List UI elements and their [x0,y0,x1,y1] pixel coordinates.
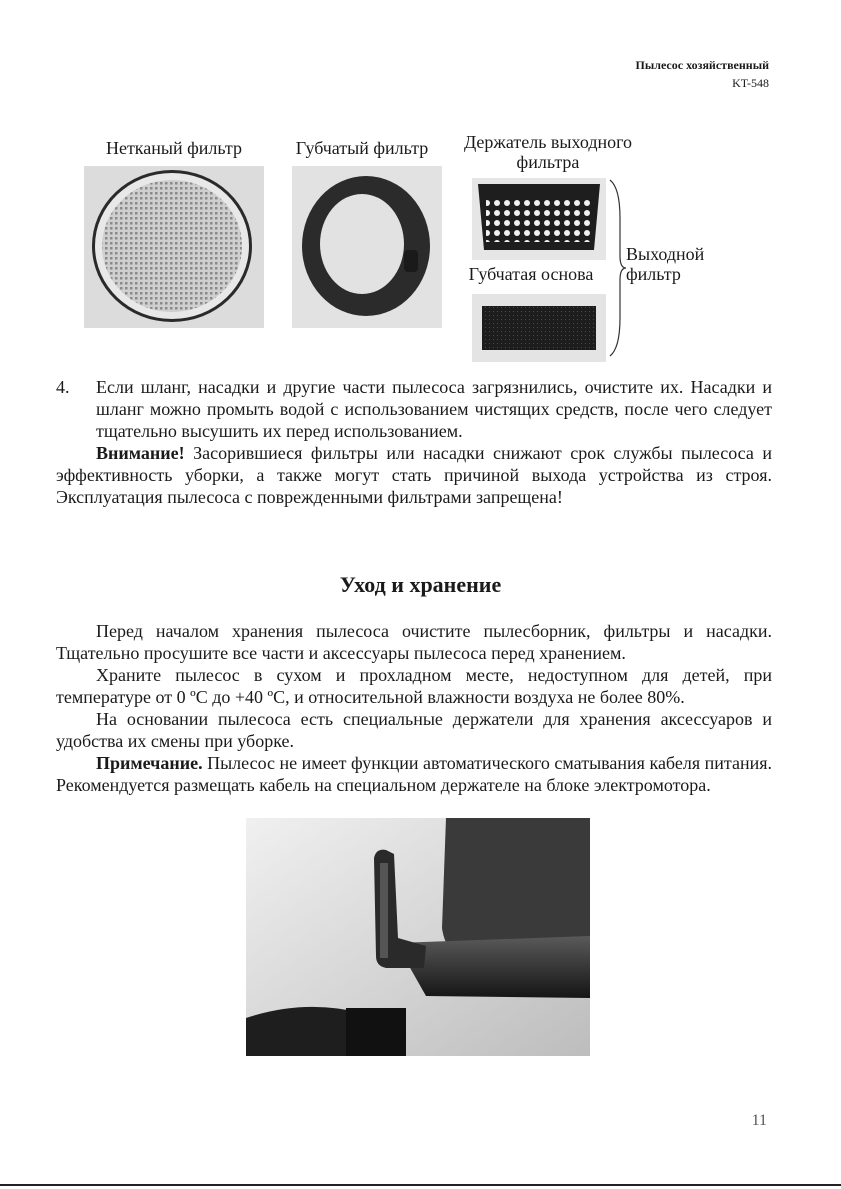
warning-paragraph [56,442,772,508]
page-number: 11 [751,1112,767,1129]
caption-holder-line1: Держатель выходного [463,132,633,152]
header-model: KT-548 [732,76,769,90]
sponge-base-photo [472,294,606,362]
note-label: Примечание. [96,753,203,773]
list-item-text: Если шланг, насадки и другие части пылесоса загрязнились, очистите их. Насадки и шланг можно промыть водой с использованием чистящих средств, после чего следует тщательно высушить их перед использованием. [96,377,772,441]
running-header [636,56,769,92]
note-text: Пылесос не имеет функции автоматического сматывания кабеля питания. Рекомендуется размещать кабель на специальном держателе на блоке электромотора. [56,753,772,795]
warning-label: Внимание! [96,443,185,463]
caption-sponge-base: Губчатая основа [468,264,594,284]
caption-output-line2: фильтр [626,264,681,284]
caption-holder [448,132,648,172]
paragraph-storage-conditions: Храните пылесос в сухом и прохладном месте, недоступном для детей, при температуре от 0 ºС до +40 ºС, и относительной влажности воздуха не более 80%. [56,665,772,707]
caption-output-filter [626,244,704,284]
cable-holder-photo [246,818,590,1056]
paragraph-holders: На основании пылесоса есть специальные держатели для хранения аксессуаров и удобства их смены при уборке. [56,709,772,751]
header-title: Пылесос хозяйственный [635,58,769,72]
nonwoven-filter-photo [84,166,264,328]
caption-output-line1: Выходной [626,244,705,264]
list-item [56,376,772,442]
caption-nonwoven-filter: Нетканый фильтр [105,138,243,158]
sponge-filter-photo [292,166,442,328]
list-item-number: 4. [56,377,70,397]
note-paragraph [56,752,772,796]
paragraph-prepare: Перед началом хранения пылесоса очистите пылесборник, фильтры и насадки. Тщательно просушите все части и аксессуары пылесоса перед хранением. [56,621,772,663]
caption-sponge-filter: Губчатый фильтр [295,138,429,158]
caption-holder-line2: фильтра [516,152,580,172]
care-storage-text [56,620,772,796]
filter-holder-photo [472,178,606,260]
bottom-rule [0,1184,841,1186]
output-filter-brace [608,178,628,358]
cleaning-instructions [56,376,772,508]
section-title: Уход и хранение [339,572,502,597]
warning-text: Засорившиеся фильтры или насадки снижают срок службы пылесоса и эффективность уборки, а также могут стать причиной выхода устройства из строя. Эксплуатация пылесоса с поврежденными фильтрами запрещена! [56,443,772,507]
